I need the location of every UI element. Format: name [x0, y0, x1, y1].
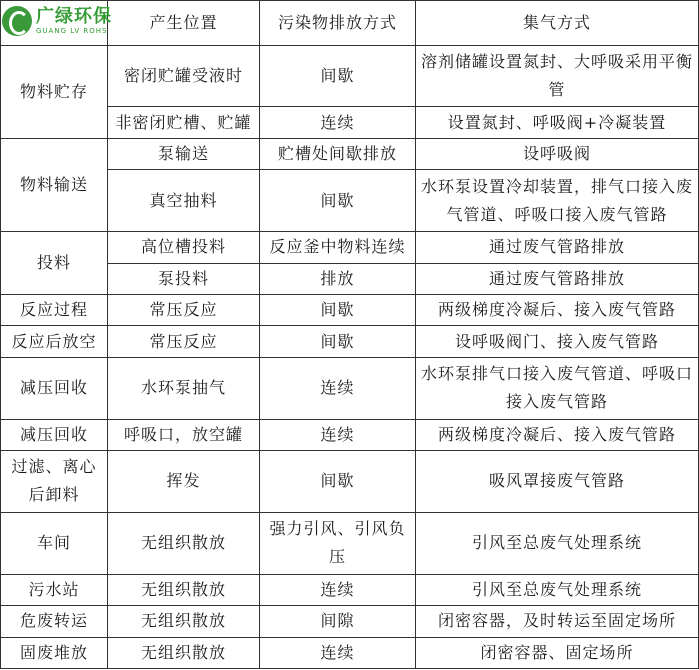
collection-method-cell: 通过废气管路排放	[416, 232, 699, 263]
header-cell-collection-method: 集气方式	[416, 1, 699, 46]
position-cell: 呼吸口，放空罐	[108, 419, 260, 450]
table-row	[1, 606, 699, 637]
table-row	[1, 232, 699, 263]
position-cell: 真空抽料	[108, 170, 260, 232]
collection-method-cell: 引风至总废气处理系统	[416, 574, 699, 605]
position-cell: 水环泵抽气	[108, 357, 260, 419]
position-cell: 密闭贮罐受液时	[108, 45, 260, 107]
discharge-mode-cell: 强力引风、引风负压	[260, 512, 416, 574]
collection-method-cell: 闭密容器，及时转运至固定场所	[416, 606, 699, 637]
discharge-mode-cell: 间歇	[260, 170, 416, 232]
discharge-mode-cell: 间隙	[260, 606, 416, 637]
discharge-mode-cell: 连续	[260, 107, 416, 138]
brand-name-cn: 广绿环保	[36, 5, 112, 27]
brand-logo-icon	[2, 6, 32, 36]
position-cell: 无组织散放	[108, 606, 260, 637]
category-cell: 物料输送	[1, 138, 108, 231]
position-cell: 常压反应	[108, 326, 260, 357]
position-cell: 高位槽投料	[108, 232, 260, 263]
position-cell: 无组织散放	[108, 574, 260, 605]
table-row	[1, 419, 699, 450]
collection-method-cell: 闭密容器、固定场所	[416, 637, 699, 668]
collection-method-cell: 水环泵设置冷却装置，排气口接入废气管道、呼吸口接入废气管路	[416, 170, 699, 232]
discharge-mode-cell: 连续	[260, 637, 416, 668]
table-row	[1, 637, 699, 668]
category-cell: 反应过程	[1, 294, 108, 325]
table-row	[1, 451, 699, 513]
table-row	[1, 294, 699, 325]
position-cell: 常压反应	[108, 294, 260, 325]
collection-method-cell: 通过废气管路排放	[416, 263, 699, 294]
collection-method-cell: 设呼吸阀门、接入废气管路	[416, 326, 699, 357]
collection-method-cell: 设置氮封、呼吸阀+冷凝装置	[416, 107, 699, 138]
category-cell: 物料贮存	[1, 45, 108, 138]
category-cell: 车间	[1, 512, 108, 574]
header-cell-discharge-mode: 污染物排放方式	[260, 1, 416, 46]
table-row	[1, 45, 699, 107]
collection-method-cell: 设呼吸阀	[416, 138, 699, 169]
collection-method-cell: 吸风罩接废气管路	[416, 451, 699, 513]
table-row	[1, 326, 699, 357]
discharge-mode-cell: 排放	[260, 263, 416, 294]
position-cell: 泵输送	[108, 138, 260, 169]
position-cell: 泵投料	[108, 263, 260, 294]
discharge-mode-cell: 连续	[260, 574, 416, 605]
discharge-mode-cell: 间歇	[260, 45, 416, 107]
brand-watermark	[2, 2, 122, 40]
collection-method-cell: 两级梯度冷凝后、接入废气管路	[416, 294, 699, 325]
discharge-mode-cell: 间歇	[260, 451, 416, 513]
table-row	[1, 357, 699, 419]
discharge-mode-cell: 间歇	[260, 326, 416, 357]
category-cell: 污水站	[1, 574, 108, 605]
position-cell: 无组织散放	[108, 512, 260, 574]
table-row	[1, 574, 699, 605]
position-cell: 无组织散放	[108, 637, 260, 668]
position-cell: 非密闭贮槽、贮罐	[108, 107, 260, 138]
table-row	[1, 512, 699, 574]
collection-method-cell: 两级梯度冷凝后、接入废气管路	[416, 419, 699, 450]
position-cell: 挥发	[108, 451, 260, 513]
category-cell: 固废堆放	[1, 637, 108, 668]
discharge-mode-cell: 贮槽处间歇排放	[260, 138, 416, 169]
category-cell: 过滤、离心后卸料	[1, 451, 108, 513]
discharge-mode-cell: 反应釜中物料连续	[260, 232, 416, 263]
category-cell: 投料	[1, 232, 108, 295]
table-row	[1, 138, 699, 169]
collection-method-cell: 水环泵排气口接入废气管道、呼吸口接入废气管路	[416, 357, 699, 419]
collection-method-cell: 溶剂储罐设置氮封、大呼吸采用平衡管	[416, 45, 699, 107]
discharge-mode-cell: 连续	[260, 357, 416, 419]
category-cell: 危废转运	[1, 606, 108, 637]
brand-name-en: GUANG LV ROHS	[36, 26, 108, 35]
category-cell: 减压回收	[1, 357, 108, 419]
category-cell: 反应后放空	[1, 326, 108, 357]
collection-method-cell: 引风至总废气处理系统	[416, 512, 699, 574]
discharge-mode-cell: 连续	[260, 419, 416, 450]
header-cell-position: 产生位置	[108, 1, 260, 46]
category-cell: 减压回收	[1, 419, 108, 450]
discharge-mode-cell: 间歇	[260, 294, 416, 325]
